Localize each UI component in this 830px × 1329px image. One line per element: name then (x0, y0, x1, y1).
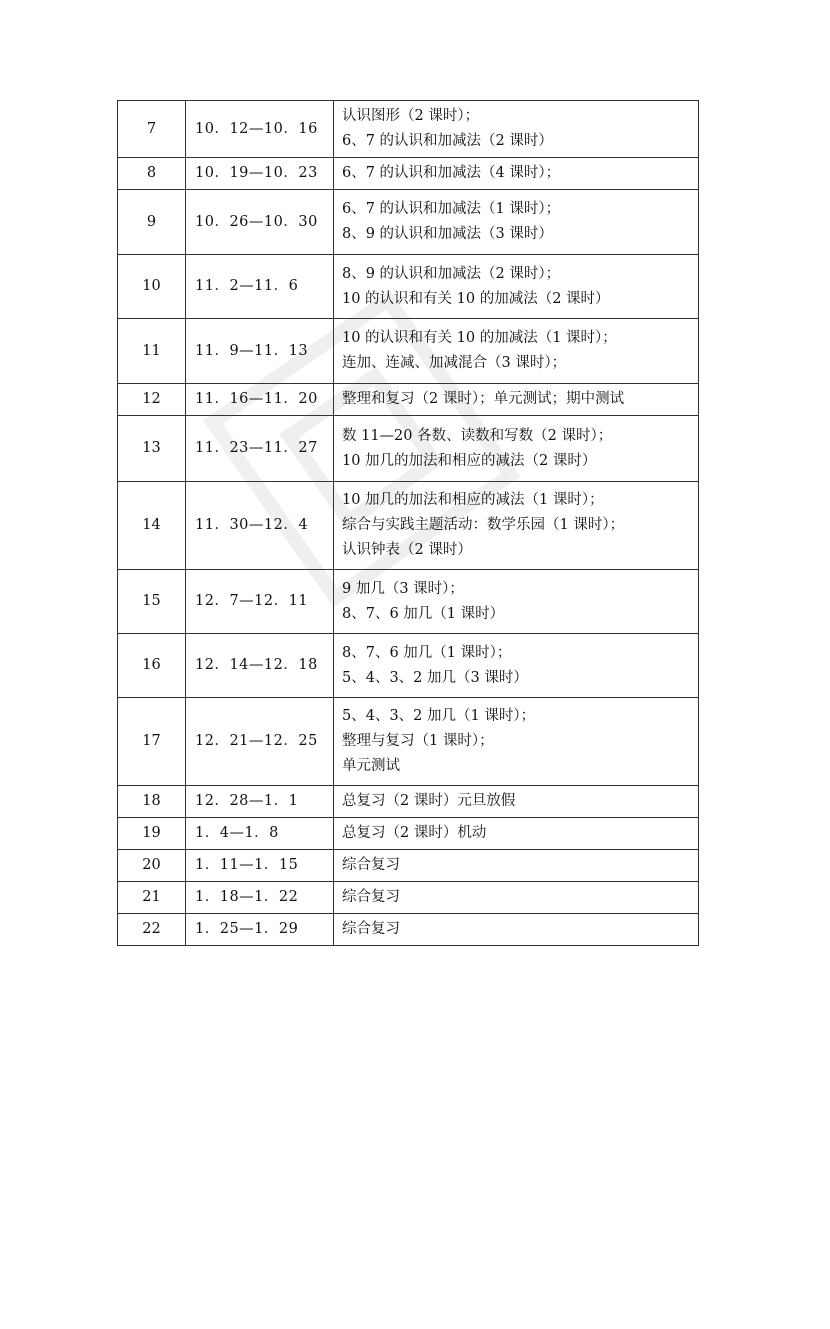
lesson-content (334, 914, 699, 946)
date-range: 11．9—11．13 (186, 319, 334, 384)
date-range: 1．18—1．22 (186, 882, 334, 914)
date-range: 1．4—1．8 (186, 818, 334, 850)
week-number: 9 (118, 190, 186, 255)
schedule-table (117, 100, 699, 946)
date-range: 12．7—12．11 (186, 570, 334, 634)
schedule-body (118, 101, 699, 946)
lesson-line: 综合复习 (342, 857, 400, 873)
lesson-line: 8、7、6 加几（1 课时） (342, 605, 505, 622)
lesson-content (334, 190, 699, 255)
lesson-content (334, 818, 699, 850)
lesson-line: 6、7 的认识和加减法（2 课时） (342, 133, 553, 149)
watermark-bottom (291, 1051, 570, 1329)
week-number: 19 (118, 818, 186, 850)
lesson-content (334, 416, 699, 482)
date-range: 12．28—1．1 (186, 786, 334, 818)
lesson-content (334, 319, 699, 384)
week-number: 20 (118, 850, 186, 882)
lesson-line: 10 加几的加法和相应的减法（2 课时） (342, 452, 597, 469)
lesson-line: 10 的认识和有关 10 的加减法（1 课时）； (342, 330, 617, 346)
week-number: 16 (118, 634, 186, 698)
lesson-line: 10 加几的加法和相应的减法（1 课时）； (342, 492, 604, 508)
lesson-line: 整理与复习（1 课时）； (342, 733, 494, 749)
table-row (118, 101, 699, 158)
week-number: 22 (118, 914, 186, 946)
lesson-content (334, 158, 699, 190)
date-range: 11．23—11．27 (186, 416, 334, 482)
lesson-line: 8、9 的认识和加减法（2 课时）； (342, 265, 561, 282)
table-row (118, 818, 699, 850)
table-row (118, 850, 699, 882)
lesson-line: 6、7 的认识和加减法（4 课时）； (342, 165, 561, 181)
lesson-line: 10 的认识和有关 10 的加减法（2 课时） (342, 290, 610, 307)
table-row (118, 482, 699, 570)
date-range: 12．14—12．18 (186, 634, 334, 698)
table-row (118, 416, 699, 482)
week-number: 8 (118, 158, 186, 190)
table-row (118, 570, 699, 634)
lesson-line: 总复习（2 课时）元旦放假 (342, 793, 516, 809)
week-number: 14 (118, 482, 186, 570)
table-row (118, 914, 699, 946)
lesson-line: 认识图形（2 课时）； (342, 108, 480, 124)
lesson-line: 8、7、6 加几（1 课时）； (342, 644, 512, 661)
table-row (118, 698, 699, 786)
date-range: 10．26—10．30 (186, 190, 334, 255)
lesson-line: 5、4、3、2 加几（1 课时）； (342, 708, 536, 724)
week-number: 11 (118, 319, 186, 384)
week-number: 7 (118, 101, 186, 158)
lesson-line: 8、9 的认识和加减法（3 课时） (342, 226, 553, 242)
week-number: 18 (118, 786, 186, 818)
lesson-line: 整理和复习（2 课时）；单元测试；期中测试 (342, 391, 625, 407)
lesson-content (334, 570, 699, 634)
lesson-content (334, 384, 699, 416)
table-row (118, 786, 699, 818)
lesson-content (334, 882, 699, 914)
lesson-content (334, 698, 699, 786)
lesson-content (334, 634, 699, 698)
lesson-content (334, 101, 699, 158)
week-number: 12 (118, 384, 186, 416)
lesson-line: 9 加几（3 课时）； (342, 580, 464, 597)
week-number: 13 (118, 416, 186, 482)
lesson-line: 综合复习 (342, 889, 400, 905)
lesson-line: 单元测试 (342, 758, 400, 774)
date-range: 1．11—1．15 (186, 850, 334, 882)
date-range: 10．12—10．16 (186, 101, 334, 158)
lesson-line: 连加、连减、加减混合（3 课时）； (342, 355, 567, 371)
table-row (118, 190, 699, 255)
week-number: 17 (118, 698, 186, 786)
date-range: 11．2—11．6 (186, 255, 334, 319)
date-range: 1．25—1．29 (186, 914, 334, 946)
date-range: 11．16—11．20 (186, 384, 334, 416)
lesson-line: 综合与实践主题活动：数学乐园（1 课时）； (342, 517, 625, 533)
lesson-content (334, 255, 699, 319)
week-number: 10 (118, 255, 186, 319)
table-row (118, 882, 699, 914)
date-range: 11．30—12．4 (186, 482, 334, 570)
week-number: 21 (118, 882, 186, 914)
table-row (118, 255, 699, 319)
table-row (118, 319, 699, 384)
lesson-line: 总复习（2 课时）机动 (342, 825, 487, 841)
table-row (118, 158, 699, 190)
date-range: 12．21—12．25 (186, 698, 334, 786)
table-row (118, 384, 699, 416)
lesson-line: 综合复习 (342, 921, 400, 937)
lesson-line: 6、7 的认识和加减法（1 课时）； (342, 201, 561, 217)
week-number: 15 (118, 570, 186, 634)
lesson-line: 认识钟表（2 课时） (342, 542, 472, 558)
lesson-content (334, 482, 699, 570)
lesson-content (334, 786, 699, 818)
lesson-line: 数 11—20 各数、读数和写数（2 课时）； (342, 427, 613, 444)
date-range: 10．19—10．23 (186, 158, 334, 190)
lesson-line: 5、4、3、2 加几（3 课时） (342, 669, 528, 686)
table-row (118, 634, 699, 698)
lesson-content (334, 850, 699, 882)
